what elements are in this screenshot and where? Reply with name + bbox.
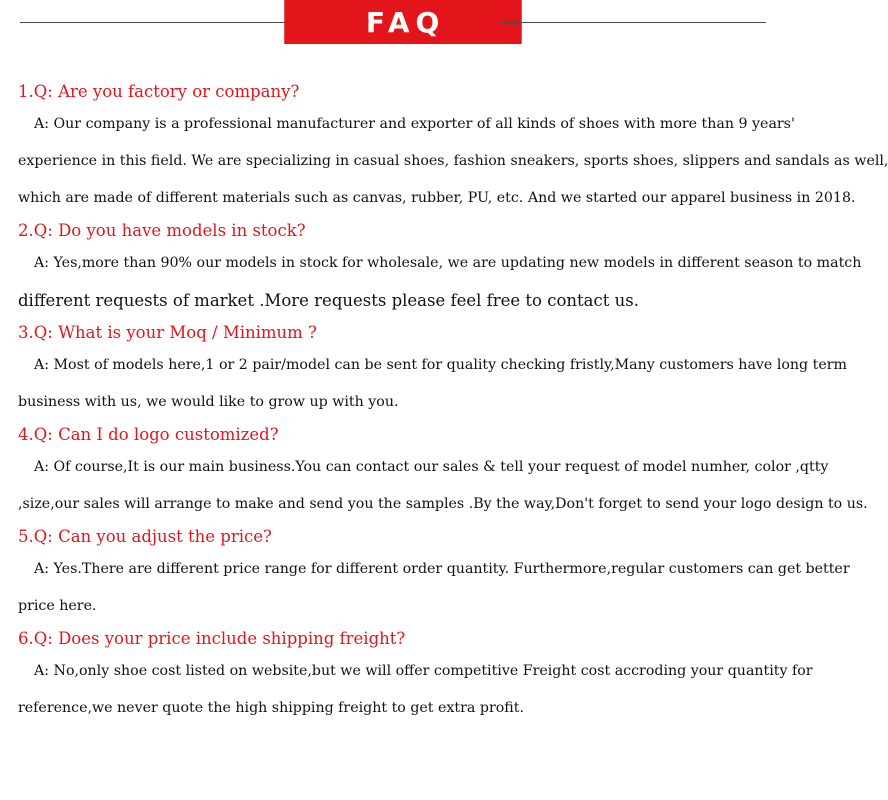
header-rule-right <box>500 22 766 23</box>
answer-line: business with us, we would like to grow up with you. <box>18 394 399 410</box>
faq-title-banner <box>284 0 522 44</box>
faq-item-6 <box>18 625 813 727</box>
faq-item-5 <box>18 523 850 625</box>
faq-title: FAQ <box>366 5 446 39</box>
faq-answer <box>18 347 847 421</box>
faq-question: 3.Q: What is your Moq / Minimum ? <box>18 323 317 342</box>
faq-question: 5.Q: Can you adjust the price? <box>18 527 272 546</box>
answer-line: different requests of market .More requests please feel free to contact us. <box>18 291 639 310</box>
header-rule-left <box>20 22 306 23</box>
faq-item-4 <box>18 421 868 523</box>
faq-answer <box>18 106 888 217</box>
faq-question: 4.Q: Can I do logo customized? <box>18 425 279 444</box>
answer-line: A: Yes.There are different price range for different order quantity. Furthermore,regular customers can get better <box>34 561 850 577</box>
faq-item-1 <box>18 78 888 217</box>
answer-line: price here. <box>18 598 97 614</box>
answer-line: A: Yes,more than 90% our models in stock for wholesale, we are updating new models in different season to match <box>34 255 862 271</box>
answer-line: A: Our company is a professional manufacturer and exporter of all kinds of shoes with more than 9 years' <box>34 116 795 132</box>
faq-answer <box>18 449 868 523</box>
answer-line: reference,we never quote the high shipping freight to get extra profit. <box>18 700 524 716</box>
faq-answer <box>18 653 813 727</box>
faq-answer <box>18 551 850 625</box>
faq-list <box>18 78 888 727</box>
answer-line: A: No,only shoe cost listed on website,but we will offer competitive Freight cost accroding your quantity for <box>34 663 813 679</box>
answer-line: ,size,our sales will arrange to make and send you the samples .By the way,Don't forget to send your logo design to us. <box>18 496 868 512</box>
answer-line: A: Most of models here,1 or 2 pair/model can be sent for quality checking fristly,Many customers have long term <box>34 357 847 373</box>
faq-question: 2.Q: Do you have models in stock? <box>18 221 306 240</box>
faq-question: 6.Q: Does your price include shipping freight? <box>18 629 406 648</box>
answer-line: experience in this field. We are specializing in casual shoes, fashion sneakers, sports shoes, slippers and sandals as well, <box>18 153 888 169</box>
answer-line: which are made of different materials such as canvas, rubber, PU, etc. And we started our apparel business in 2018. <box>18 190 856 206</box>
faq-header <box>0 0 800 50</box>
faq-item-3 <box>18 319 847 421</box>
faq-item-2 <box>18 217 862 319</box>
faq-answer <box>18 245 862 319</box>
faq-question: 1.Q: Are you factory or company? <box>18 82 300 101</box>
answer-line: A: Of course,It is our main business.You can contact our sales & tell your request of model numher, color ,qtty <box>34 459 829 475</box>
